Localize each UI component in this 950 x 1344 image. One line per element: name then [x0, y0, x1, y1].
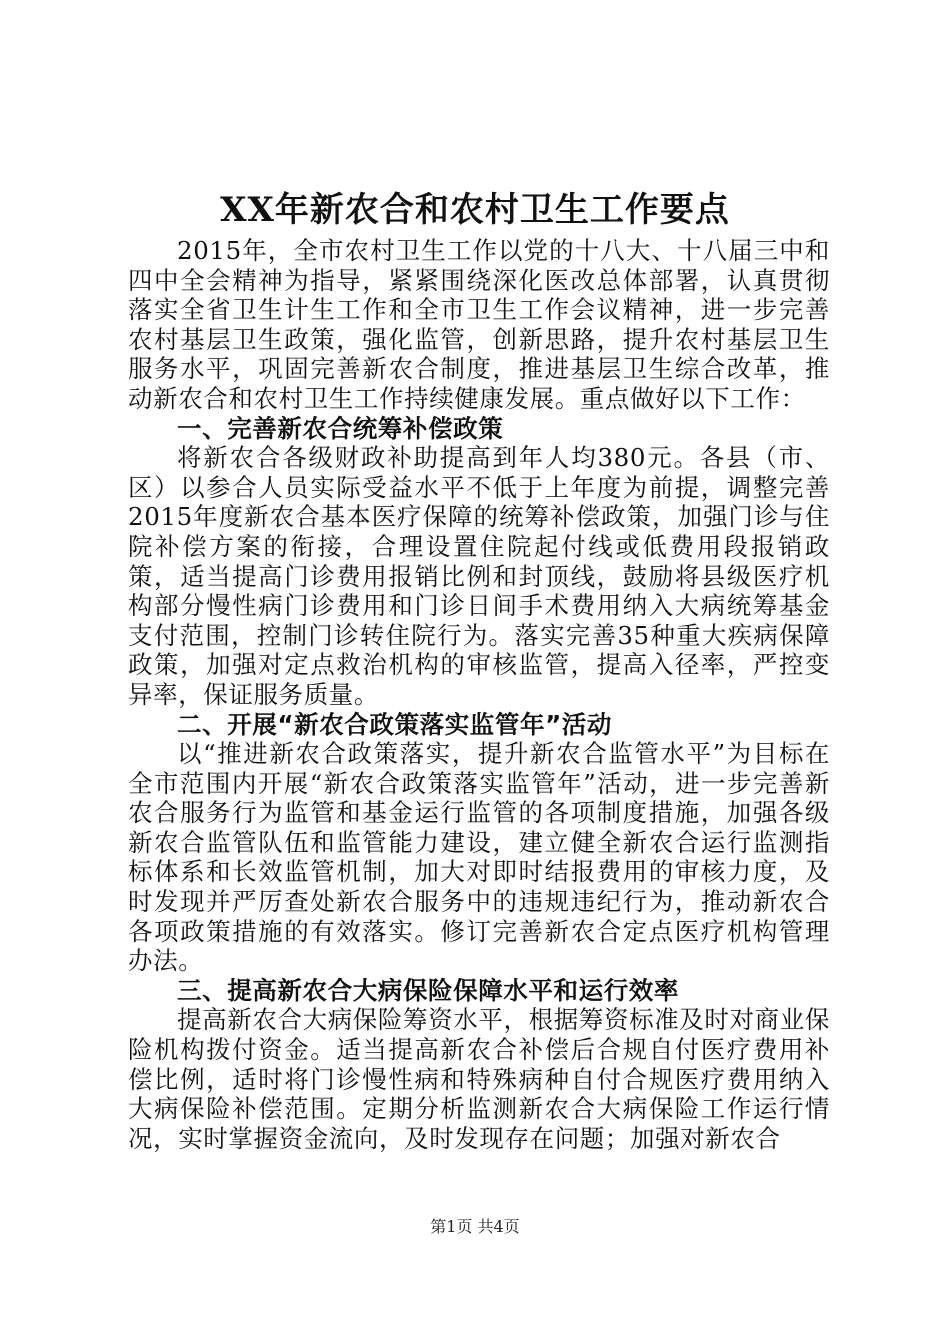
section-body-2: 以“推进新农合政策落实，提升新农合监管水平”为目标在全市范围内开展“新农合政策落实监管年”活动，进一步完善新农合服务行为监管和基金运行监管的各项制度措施，加强各级新农合监管队伍和监管能力建设，建立健全新农合运行监测指标体系和长效监管机制，加大对即时结报费用的审核力度，及时发现并严厉查处新农合服务中的违规违纪行为，推动新农合各项政策措施的有效落实。修订完善新农合定点医疗机构管理办法。 — [128, 739, 830, 976]
intro-paragraph: 2015年，全市农村卫生工作以党的十八大、十八届三中和四中全会精神为指导，紧紧围绕深化医改总体部署，认真贯彻落实全省卫生计生工作和全市卫生工作会议精神，进一步完善农村基层卫生政策，强化监管，创新思路，提升农村基层卫生服务水平，巩固完善新农合制度，推进基层卫生综合改革，推动新农合和农村卫生工作持续健康发展。重点做好以下工作： — [128, 236, 830, 413]
section-heading-2: 二、开展“新农合政策落实监管年”活动 — [177, 709, 613, 739]
section-heading-1: 一、完善新农合统筹补偿政策 — [177, 413, 504, 443]
section-body-3: 提高新农合大病保险筹资水平，根据筹资标准及时对商业保险机构拨付资金。适当提高新农合补偿后合规自付医疗费用补偿比例，适时将门诊慢性病和特殊病种自付合规医疗费用纳入大病保险补偿范围。定期分析监测新农合大病保险工作运行情况，实时掌握资金流向，及时发现存在问题；加强对新农合 — [128, 1005, 830, 1153]
document-title: XX年新农合和农村卫生工作要点 — [220, 190, 730, 230]
page-number-footer: 第1页 共4页 — [430, 1217, 520, 1236]
document-body — [128, 236, 830, 1153]
section-body-1: 将新农合各级财政补助提高到年人均380元。各县（市、区）以参合人员实际受益水平不低于上年度为前提，调整完善2015年度新农合基本医疗保障的统筹补偿政策，加强门诊与住院补偿方案的衔接，合理设置住院起付线或低费用段报销政策，适当提高门诊费用报销比例和封顶线，鼓励将县级医疗机构部分慢性病门诊费用和门诊日间手术费用纳入大病统筹基金支付范围，控制门诊转住院行为。落实完善35种重大疾病保障政策，加强对定点救治机构的审核监管，提高入径率，严控变异率，保证服务质量。 — [128, 443, 830, 709]
section-heading-3: 三、提高新农合大病保险保障水平和运行效率 — [177, 975, 679, 1005]
